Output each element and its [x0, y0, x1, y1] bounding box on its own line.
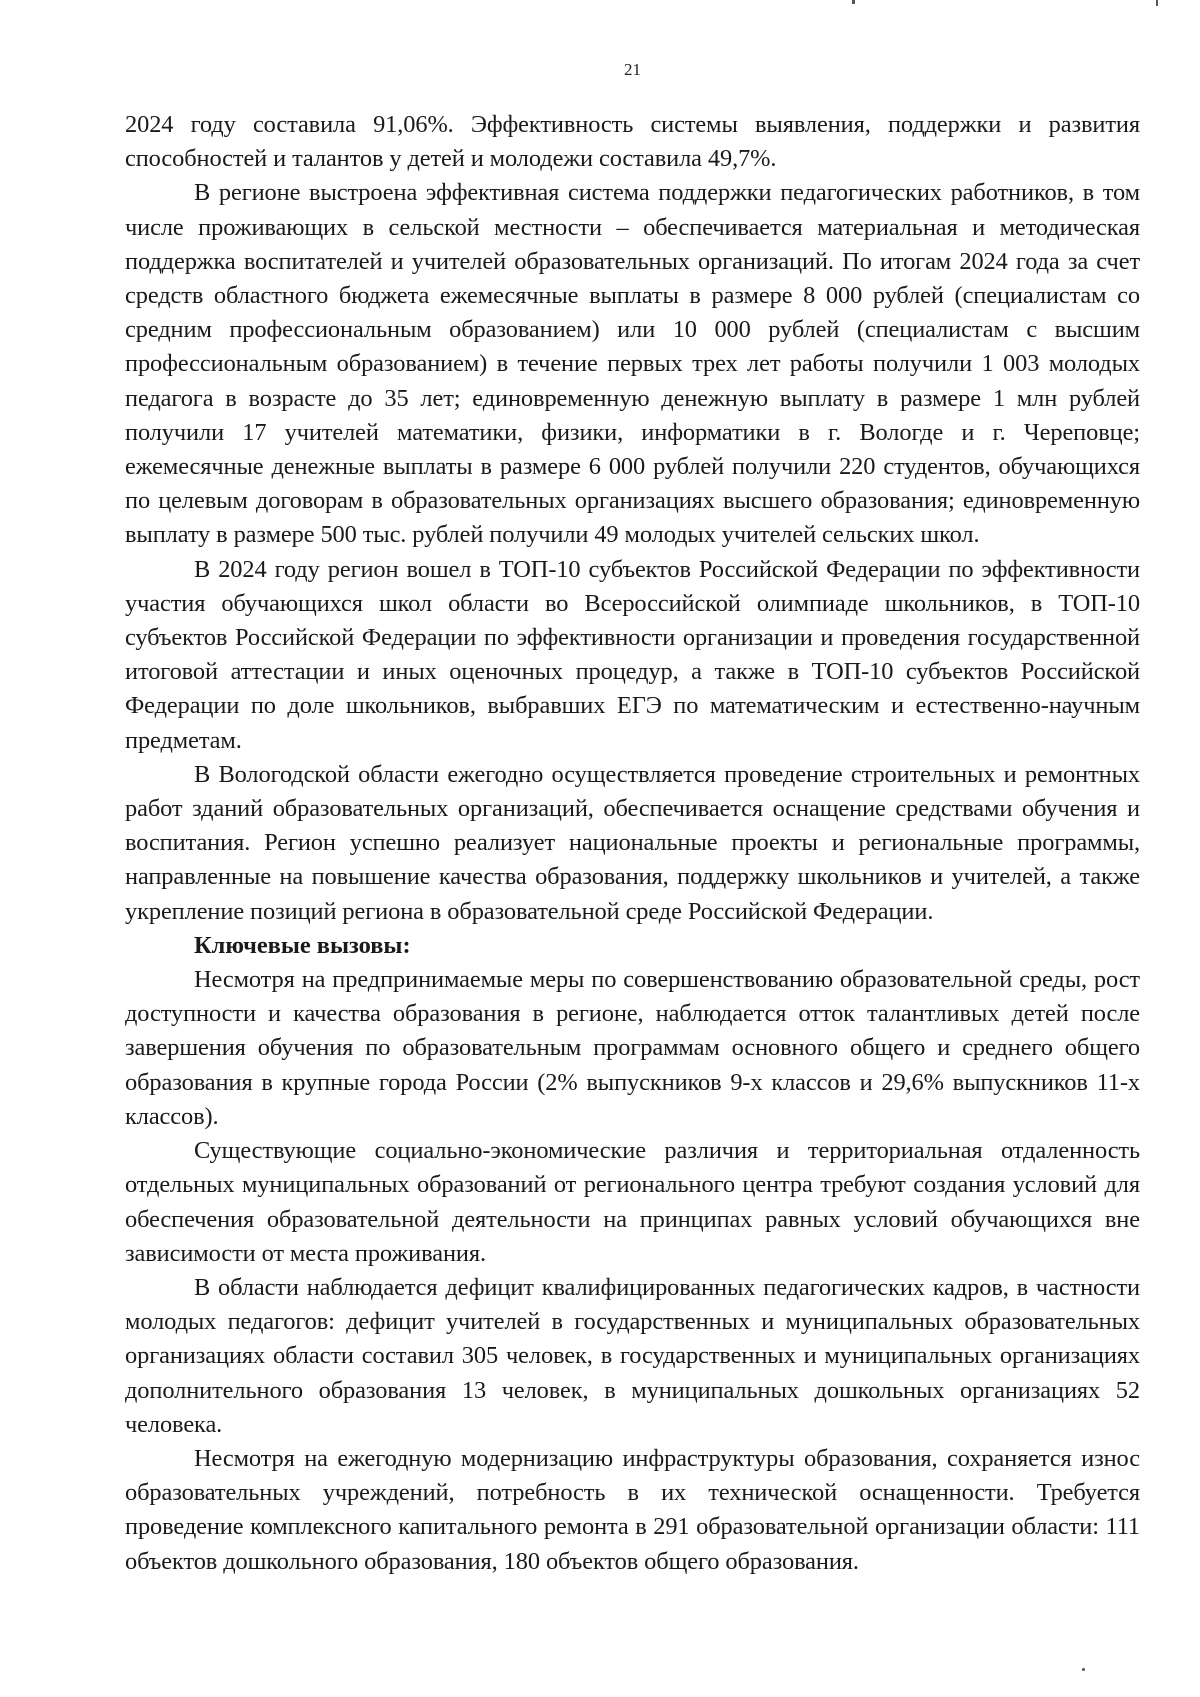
scan-artifact-dot: [1082, 1668, 1085, 1671]
paragraph-continuation: 2024 году составила 91,06%. Эффективность системы выявления, поддержки и развития способностей и талантов у детей и молодежи составила 49,7%.: [125, 111, 1140, 173]
page-number: 21: [624, 60, 641, 79]
scan-artifact-mark: [852, 0, 855, 4]
document-body: [125, 108, 1140, 1579]
paragraph-challenge-building-wear: Несмотря на ежегодную модернизацию инфраструктуры образования, сохраняется износ образовательных учреждений, потребность в их технической оснащенности. Требуется проведение комплексного капитального ремонта в 291 образовательной организации области: 111 объектов дошкольного образования, 180 объектов общего образования.: [125, 1444, 1140, 1575]
paragraph-challenge-staff-deficit: В области наблюдается дефицит квалифицированных педагогических кадров, в частности молодых педагогов: дефицит учителей в государственных и муниципальных образовательных организациях области составил 305 человек, в государственных и муниципальных организациях дополнительного образования 13 человек, в муниципальных дошкольных организациях 52 человека.: [125, 1273, 1140, 1438]
paragraph-infrastructure: В Вологодской области ежегодно осуществляется проведение строительных и ремонтных работ зданий образовательных организаций, обеспечивается оснащение средствами обучения и воспитания. Регион успешно реализует национальные проекты и региональные программы, направленные на повышение качества образования, поддержку школьников и учителей, а также укрепление позиций региона в образовательной среде Российской Федерации.: [125, 760, 1140, 925]
paragraph-teacher-support: В регионе выстроена эффективная система поддержки педагогических работников, в том числе проживающих в сельской местности – обеспечивается материальная и методическая поддержка воспитателей и учителей образовательных организаций. По итогам 2024 года за счет средств областного бюджета ежемесячные выплаты в размере 8 000 рублей (специалистам со средним профессиональным образованием) или 10 000 рублей (специалистам с высшим профессиональным образованием) в течение первых трех лет работы получили 1 003 молодых педагога в возрасте до 35 лет; единовременную денежную выплату в размере 1 млн рублей получили 17 учителей математики, физики, информатики в г. Вологде и г. Череповце; ежемесячные денежные выплаты в размере 6 000 рублей получили 220 студентов, обучающихся по целевым договорам в образовательных организациях высшего образования; единовременную выплату в размере 500 тыс. рублей получили 49 молодых учителей сельских школ.: [125, 179, 1140, 549]
document-page: [125, 0, 1140, 1697]
section-heading-key-challenges: Ключевые вызовы:: [194, 931, 411, 959]
paragraph-challenge-talent-outflow: Несмотря на предпринимаемые меры по совершенствованию образовательной среды, рост доступности и качества образования в регионе, наблюдается отток талантливых детей после завершения обучения по образовательным программам основного общего и среднего общего образования в крупные города России (2% выпускников 9-х классов и 29,6% выпускников 11-х классов).: [125, 966, 1140, 1130]
scan-artifact-mark: [1156, 0, 1158, 6]
paragraph-challenge-territorial: Существующие социально-экономические различия и территориальная отдаленность отдельных муниципальных образований от регионального центра требуют создания условий для обеспечения образовательной деятельности на принципах равных условий обучающихся вне зависимости от места проживания.: [125, 1137, 1140, 1267]
paragraph-top10-rankings: В 2024 году регион вошел в ТОП-10 субъектов Российской Федерации по эффективности участия обучающихся школ области во Всероссийской олимпиаде школьников, в ТОП-10 субъектов Российской Федерации по эффективности организации и проведения государственной итоговой аттестации и иных оценочных процедур, а также в ТОП-10 субъектов Российской Федерации по доле школьников, выбравших ЕГЭ по математическим и естественно-научным предметам.: [125, 555, 1140, 754]
